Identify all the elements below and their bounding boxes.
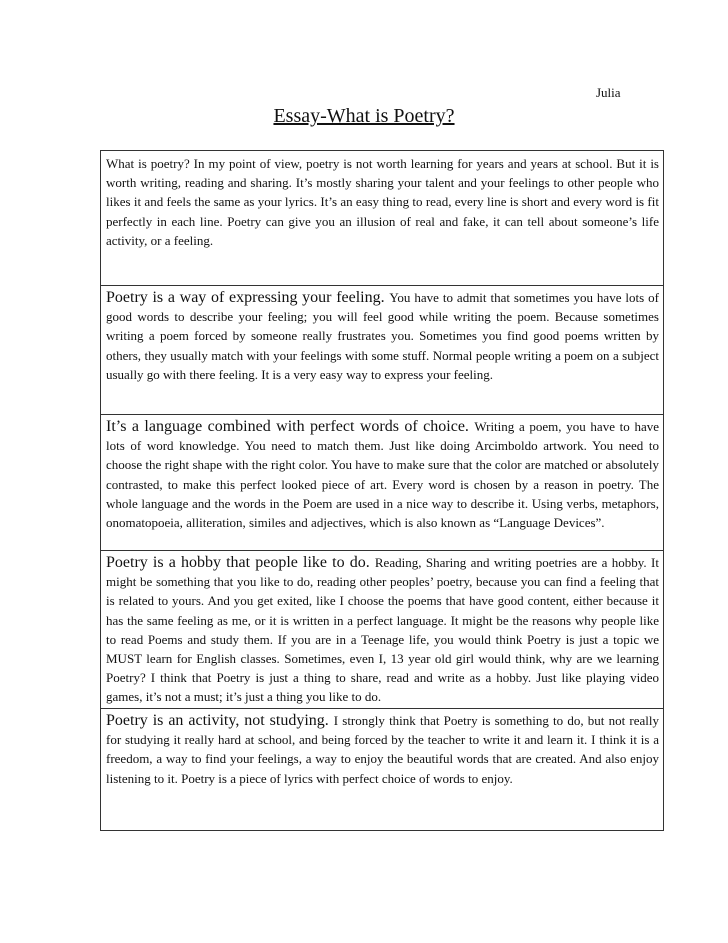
section-text: You have to admit that sometimes you have lots of good words to describe your feeling; you will feel good while writing the poem. Because sometimes writing a poem forced by someone really frustrates you. Sometimes you find good poems written by others, they usually match with your feelings with some stuff. Normal people writing a poem on a subject usually go with there feeling. It is a very easy way to express your feeling.: [106, 290, 659, 382]
essay-table: [100, 150, 664, 831]
section-text: Reading, Sharing and writing poetries are a hobby. It might be something that you like to do, reading other peoples’ poetry, because you can find a feeling that is related to yours. And you get exited, like I choose the poems that have good content, either because it has the same feeling as me, or it is written in a perfect language. It might be the reasons why people like to read Poems and study them. If you are in a Teenage life, you would think Poetry is just a topic we MUST learn for English classes. Sometimes, even I, 13 year old girl would think, why are we learning Poetry? I think that Poetry is just a thing to share, read and write as a hobby. Just like playing video games, it’s not a must; it’s just a thing you like to do.: [106, 555, 659, 705]
essay-title: Essay-What is Poetry?: [273, 105, 455, 127]
section-heading: Poetry is an activity, not studying.: [106, 712, 334, 729]
section-heading: Poetry is a way of expressing your feeling.: [106, 289, 390, 306]
author-name: Julia: [596, 85, 621, 100]
essay-section-feeling: [101, 285, 663, 414]
essay-section-activity: [101, 708, 663, 831]
essay-section-language: [101, 414, 663, 550]
essay-section-hobby: [101, 550, 663, 708]
section-text: I strongly think that Poetry is something to do, but not really for studying it really hard at school, and being forced by the teacher to write it and learn it. I think it is a freedom, a way to find your feelings, a way to enjoy the beautiful words that are created. And also enjoy listening to it. Poetry is a piece of lyrics with perfect choice of words to enjoy.: [106, 713, 659, 786]
section-text: What is poetry? In my point of view, poetry is not worth learning for years and years at school. But it is worth writing, reading and sharing. It’s mostly sharing your talent and your feelings to other people who likes it and feels the same as your lyrics. It’s an easy thing to read, every line is short and every word is fit perfectly in each line. Poetry can give you an illusion of real and fake, it can tell about someone’s life activity, or a feeling.: [106, 156, 659, 248]
section-text: Writing a poem, you have to have lots of word knowledge. You need to match them. Just like doing Arcimboldo artwork. You need to choose the right shape with the right color. You have to make sure that the color are matched or absolutely contrasted, to make this perfect looked piece of art. Every word is chosen by a reason in poetry. The whole language and the words in the Poem are used in a nice way to describe it. Using verbs, metaphors, onomatopoeia, alliteration, similes and adjectives, which is also known as “Language Devices”.: [106, 419, 659, 531]
section-heading: Poetry is a hobby that people like to do.: [106, 554, 375, 571]
essay-section-intro: [101, 151, 663, 285]
section-heading: It’s a language combined with perfect words of choice.: [106, 418, 475, 435]
